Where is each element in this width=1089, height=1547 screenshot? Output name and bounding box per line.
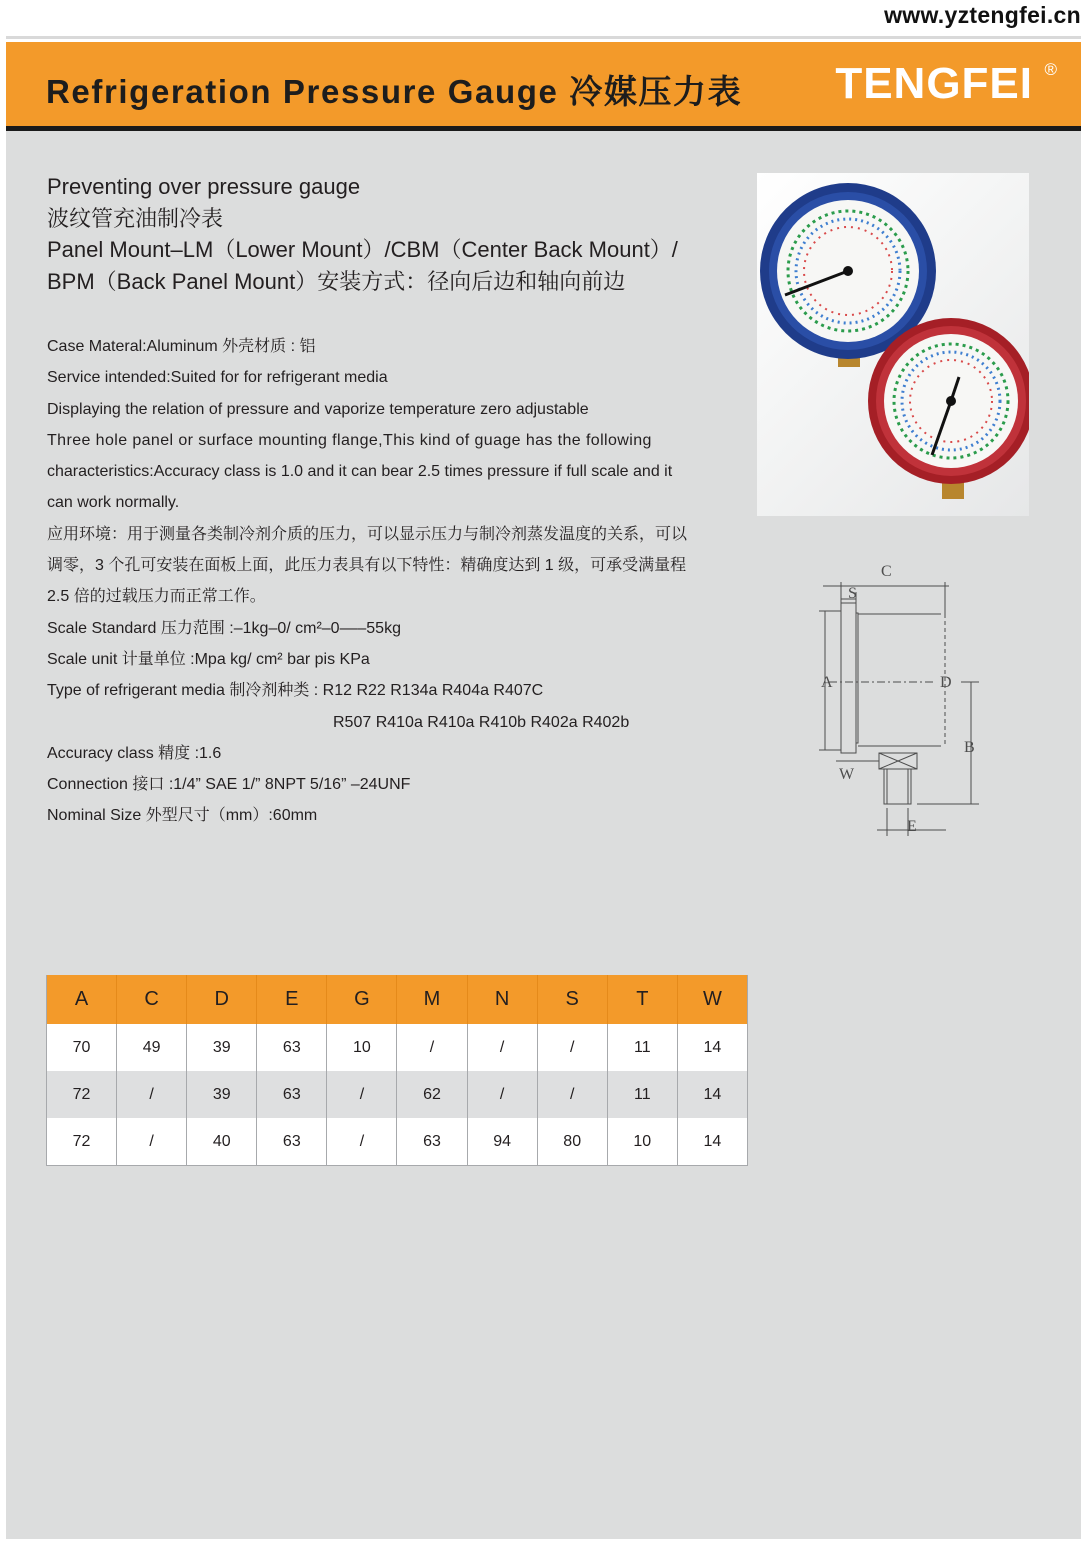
heading-line: Panel Mount–LM（Lower Mount）/CBM（Center Back Mount）/ (47, 237, 678, 262)
table-header-row (47, 975, 748, 1024)
col-n: N (467, 975, 537, 1024)
table-cell: / (537, 1071, 607, 1118)
col-s: S (537, 975, 607, 1024)
label-c: C (881, 563, 892, 580)
table-cell: 10 (607, 1118, 677, 1166)
gauges-illustration (757, 173, 1029, 516)
content-panel (6, 131, 1081, 1539)
table-cell: / (397, 1024, 467, 1071)
table-cell: 70 (47, 1024, 117, 1071)
table-cell: 80 (537, 1118, 607, 1166)
table-cell: / (467, 1024, 537, 1071)
label-w: W (839, 766, 855, 783)
spec-accuracy: Accuracy class 精度 :1.6 (47, 744, 222, 762)
spec-characteristics: characteristics:Accuracy class is 1.0 and it can bear 2.5 times pressure if full scale and it (47, 463, 673, 481)
registered-mark: ® (1044, 60, 1057, 79)
spec-connection: Connection 接口 :1/4” SAE 1/” 8NPT 5/16” –24UNF (47, 776, 411, 794)
header-banner (6, 42, 1081, 131)
label-s: S (848, 585, 857, 602)
product-heading (47, 171, 678, 297)
col-g: G (327, 975, 397, 1024)
table-cell: 72 (47, 1118, 117, 1166)
red-gauge (868, 318, 1029, 499)
table-cell: 14 (677, 1024, 747, 1071)
spec-list (47, 331, 687, 832)
spec-refrigerant-types-cont: R507 R410a R410a R410b R402a R402b (333, 713, 630, 731)
col-c: C (117, 975, 187, 1024)
spec-characteristics-end: can work normally. (47, 494, 180, 512)
spec-cn-features: 调零，3 个孔可安装在面板上面，此压力表具有以下特性：精确度达到 1 级，可承受满量程 (47, 557, 687, 575)
spec-display: Displaying the relation of pressure and vaporize temperature zero adjustable (47, 400, 589, 418)
table-cell: 63 (397, 1118, 467, 1166)
spec-nominal-size: Nominal Size 外型尺寸（mm）:60mm (47, 807, 318, 825)
col-e: E (257, 975, 327, 1024)
table-cell: 94 (467, 1118, 537, 1166)
product-photo (757, 173, 1029, 516)
brand-logo: TENGFEI (835, 59, 1033, 108)
heading-line: BPM（Back Panel Mount）安装方式：径向后边和轴向前边 (47, 268, 626, 294)
spec-service: Service intended:Suited for for refrigerant media (47, 369, 388, 387)
col-m: M (397, 975, 467, 1024)
label-d: D (940, 674, 952, 691)
heading-line: Preventing over pressure gauge (47, 174, 361, 199)
table-cell: / (117, 1071, 187, 1118)
table-cell: 10 (327, 1024, 397, 1071)
top-rule (6, 36, 1081, 39)
col-t: T (607, 975, 677, 1024)
dimensions-table (46, 975, 748, 1166)
spec-case-material: Case Materal:Aluminum 外壳材质 : 铝 (47, 338, 316, 355)
table-cell: / (327, 1118, 397, 1166)
heading-line: 波纹管充油制冷表 (47, 205, 224, 231)
table-cell: 14 (677, 1118, 747, 1166)
table-row (47, 1118, 748, 1166)
dimension-diagram (801, 556, 1001, 846)
table-row (47, 1071, 748, 1118)
table-cell: 14 (677, 1071, 747, 1118)
spec-cn-overload: 2.5 倍的过载压力而正常工作。 (47, 588, 266, 606)
col-d: D (187, 975, 257, 1024)
table-cell: 39 (187, 1071, 257, 1118)
spec-refrigerant-types: Type of refrigerant media 制冷剂种类 : R12 R22 R134a R404a R407C (47, 682, 544, 700)
col-w: W (677, 975, 747, 1024)
table-cell: 49 (117, 1024, 187, 1071)
table-cell: / (467, 1071, 537, 1118)
table-cell: / (537, 1024, 607, 1071)
label-b: B (964, 739, 975, 756)
spec-mounting: Three hole panel or surface mounting flange,This kind of guage has the following (47, 431, 652, 449)
spec-scale-unit: Scale unit 计量单位 :Mpa kg/ cm² bar pis KPa (47, 650, 370, 668)
table-cell: 63 (257, 1024, 327, 1071)
table-cell: 63 (257, 1071, 327, 1118)
table-cell: 62 (397, 1071, 467, 1118)
col-a: A (47, 975, 117, 1024)
table-cell: 11 (607, 1024, 677, 1071)
label-a: A (821, 674, 833, 691)
table-row (47, 1024, 748, 1071)
site-url[interactable]: www.yztengfei.cn (884, 2, 1081, 28)
table-cell: 39 (187, 1024, 257, 1071)
table-cell: 11 (607, 1071, 677, 1118)
table-cell: 63 (257, 1118, 327, 1166)
table-cell: / (117, 1118, 187, 1166)
table-cell: 40 (187, 1118, 257, 1166)
label-e: E (907, 818, 917, 835)
spec-scale-standard: Scale Standard 压力范围 :–1kg–0/ cm²–0–––55kg (47, 619, 401, 637)
page-title: Refrigeration Pressure Gauge 冷媒压力表 (46, 73, 743, 110)
spec-cn-environment: 应用环境：用于测量各类制冷剂介质的压力，可以显示压力与制冷剂蒸发温度的关系，可以 (47, 525, 688, 543)
table-cell: / (327, 1071, 397, 1118)
table-cell: 72 (47, 1071, 117, 1118)
